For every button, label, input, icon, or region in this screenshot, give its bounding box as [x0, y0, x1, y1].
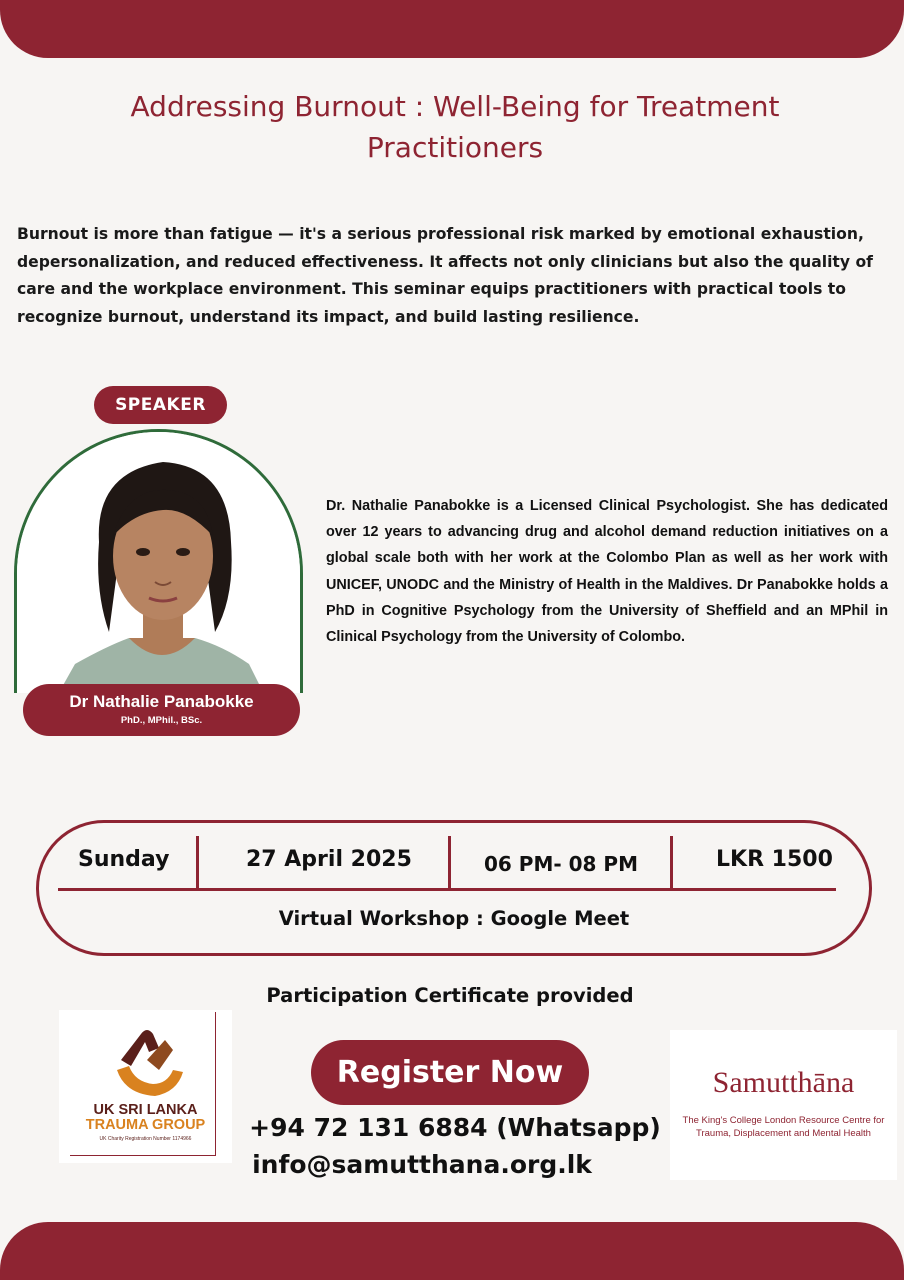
speaker-name: Dr Nathalie Panabokke [69, 692, 254, 711]
divider [670, 836, 673, 890]
speaker-tag: SPEAKER [94, 386, 227, 424]
logo-line-3: UK Charity Registration Number 1174966 [99, 1136, 192, 1142]
divider [58, 888, 836, 891]
samutthana-subtitle: The King's College London Resource Centre for Trauma, Displacement and Mental Health [682, 1115, 885, 1139]
hands-icon [107, 1020, 187, 1102]
certificate-note: Participation Certificate provided [266, 984, 634, 1007]
event-day: Sunday [78, 847, 170, 872]
speaker-portrait [17, 432, 303, 693]
event-price: LKR 1500 [716, 847, 833, 872]
contact-email[interactable]: info@samutthana.org.lk [252, 1150, 592, 1179]
register-now-button[interactable]: Register Now [311, 1040, 589, 1105]
speaker-qualifications: PhD., MPhil., BSc. [120, 715, 203, 726]
event-date: 27 April 2025 [246, 847, 412, 872]
top-banner [0, 0, 904, 58]
event-venue: Virtual Workshop : Google Meet [278, 907, 630, 930]
divider [196, 836, 199, 890]
bottom-banner [0, 1222, 904, 1280]
samutthana-logo [670, 1030, 897, 1180]
logo-line-2: TRAUMA GROUP [85, 1117, 206, 1133]
samutthana-name: Samutthāna [712, 1066, 855, 1099]
divider [448, 836, 451, 890]
contact-phone[interactable]: +94 72 131 6884 (Whatsapp) [249, 1113, 661, 1142]
speaker-photo-frame [14, 429, 303, 693]
logo-line-1: UK SRI LANKA [93, 1102, 198, 1118]
event-time: 06 PM- 08 PM [484, 852, 638, 876]
speaker-bio: Dr. Nathalie Panabokke is a Licensed Clinical Psychologist. She has dedicated over 12 years to advancing drug and alcohol demand reduction initiatives on a global scale both with her work at the Colombo Plan as well as her work with UNICEF, UNODC and the Ministry of Health in the Maldives. Dr Panabokke holds a PhD in Cognitive Psychology from the University of Sheffield and an MPhil in Clinical Psychology from the University of Colombo. [326, 498, 888, 646]
intro-paragraph: Burnout is more than fatigue — it's a serious professional risk marked by emotional exhaustion, depersonalization, and reduced effectiveness. It affects not only clinicians but also the quality of care and the workplace environment. This seminar equips practitioners with practical tools to recognize burnout, understand its impact, and build lasting resilience. [17, 225, 873, 326]
uk-sri-lanka-trauma-group-logo [59, 1010, 232, 1163]
speaker-name-pill [23, 684, 300, 736]
event-title: Addressing Burnout : Well-Being for Treatment Practitioners [130, 90, 780, 164]
